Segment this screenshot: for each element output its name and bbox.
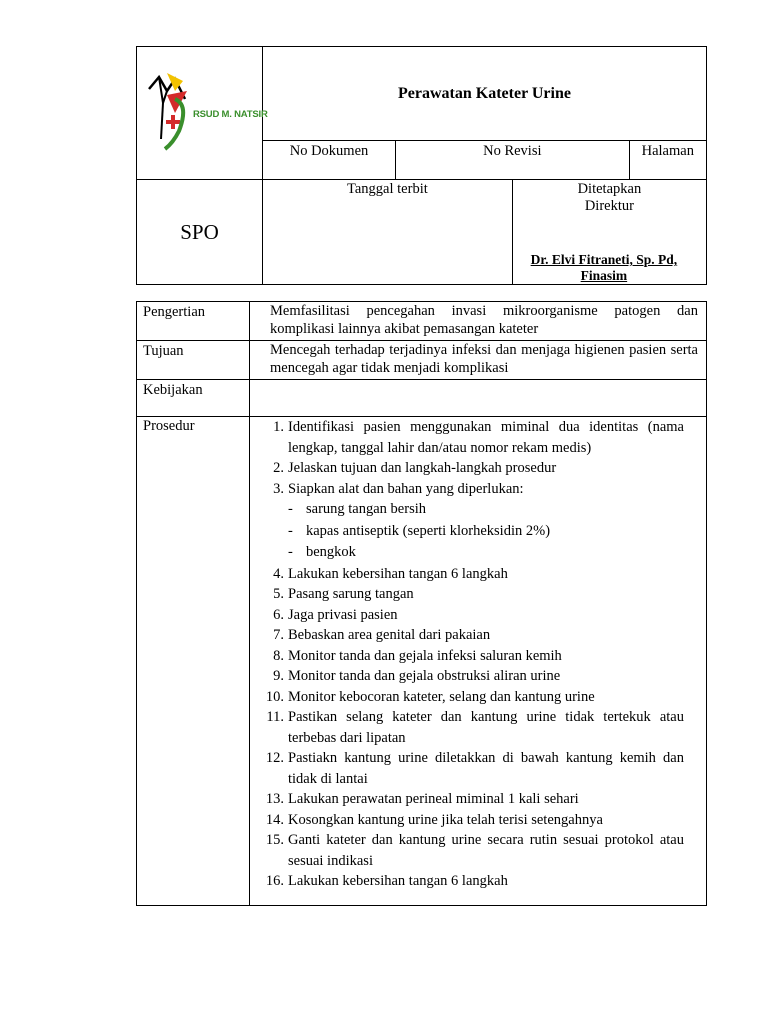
halaman-label: Halaman [629, 141, 706, 180]
prosedur-item-number: 13. [265, 791, 284, 807]
prosedur-item-text: Pastiakn kantung urine diletakkan di bawah kantung kemih dan tidak di lantai [288, 750, 684, 787]
alat-list [288, 499, 684, 564]
alat-item-dash: - [288, 522, 293, 539]
prosedur-item-text: Jaga privasi pasien [288, 606, 398, 623]
prosedur-item-text: Siapkan alat dan bahan yang diperlukan: [288, 480, 524, 497]
prosedur-item-text: Monitor kebocoran kateter, selang dan kantung urine [288, 688, 595, 705]
prosedur-item-number: 16. [265, 873, 284, 889]
prosedur-cell [250, 417, 707, 906]
prosedur-item-number: 11. [266, 709, 284, 725]
prosedur-item-number: 2. [273, 460, 284, 476]
prosedur-item [250, 830, 684, 871]
pengertian-row [137, 302, 707, 341]
document-title: Perawatan Kateter Urine [263, 47, 707, 141]
prosedur-item-text: Identifikasi pasien menggunakan miminal dua identitas (nama lengkap, tanggal lahir dan/atau nomor rekam medis) [288, 419, 684, 456]
header-table [136, 46, 707, 285]
prosedur-item-number: 3. [273, 480, 284, 497]
prosedur-item-text: Lakukan perawatan perineal miminal 1 kali sehari [288, 791, 579, 807]
kebijakan-label: Kebijakan [137, 380, 250, 417]
no-dokumen-label: No Dokumen [263, 141, 396, 180]
direktur-label: Direktur [584, 198, 634, 214]
prosedur-item-text: Bebaskan area genital dari pakaian [288, 627, 491, 643]
tanggal-terbit-label: Tanggal terbit [263, 180, 513, 285]
prosedur-item [250, 810, 684, 831]
prosedur-item-text: Ganti kateter dan kantung urine secara rutin sesuai protokol atau sesuai indikasi [288, 832, 684, 869]
content-table [136, 301, 707, 906]
prosedur-item-text: Monitor tanda dan gejala infeksi saluran kemih [288, 647, 562, 664]
prosedur-item [250, 564, 684, 585]
prosedur-item-number: 8. [273, 647, 284, 664]
prosedur-item [250, 687, 684, 708]
prosedur-item-text: Lakukan kebersihan tangan 6 langkah [288, 565, 508, 582]
prosedur-item-number: 9. [273, 668, 284, 684]
prosedur-item [250, 871, 684, 892]
prosedur-item [250, 417, 684, 458]
tujuan-row [137, 341, 707, 380]
tujuan-text: Mencegah terhadap terjadinya infeksi dan menjaga higienen pasien serta mencegah agar tidak menjadi komplikasi [250, 341, 707, 380]
tujuan-label: Tujuan [137, 341, 250, 380]
prosedur-item-number: 4. [273, 565, 284, 582]
prosedur-item-number: 7. [273, 627, 284, 643]
prosedur-item [250, 666, 684, 687]
prosedur-item-text: Jelaskan tujuan dan langkah-langkah prosedur [288, 460, 557, 476]
spo-label: SPO [137, 180, 263, 285]
prosedur-item-text: Lakukan kebersihan tangan 6 langkah [288, 873, 508, 889]
no-revisi-label: No Revisi [396, 141, 630, 180]
prosedur-item [250, 625, 684, 646]
alat-item-dash: - [288, 501, 293, 517]
logo-cell [137, 47, 268, 180]
prosedur-item-number: 12. [265, 750, 284, 766]
alat-item-text: kapas antiseptik (seperti klorheksidin 2%) [306, 522, 551, 539]
prosedur-item-text: Pastikan selang kateter dan kantung urine tidak tertekuk atau terbebas dari lipatan [288, 709, 684, 746]
prosedur-item [250, 605, 684, 626]
prosedur-item [250, 707, 684, 748]
kebijakan-text [250, 380, 707, 417]
prosedur-item-number: 10. [265, 688, 284, 705]
ditetapkan-cell [512, 180, 706, 285]
prosedur-item [250, 584, 684, 605]
prosedur-item-text: Monitor tanda dan gejala obstruksi aliran urine [288, 668, 561, 684]
prosedur-item-number: 6. [273, 606, 284, 623]
prosedur-item [250, 789, 684, 810]
prosedur-item [250, 748, 684, 789]
prosedur-list [250, 417, 698, 892]
prosedur-item-text: Pasang sarung tangan [288, 586, 414, 602]
alat-item-dash: - [288, 544, 293, 560]
alat-item [288, 542, 684, 564]
alat-item-text: bengkok [306, 544, 356, 560]
prosedur-label: Prosedur [137, 417, 250, 906]
logo-text: RSUD M. NATSIR [193, 109, 268, 120]
alat-item [288, 521, 684, 543]
signer-name: Dr. Elvi Fitraneti, Sp. Pd, Finasim [530, 252, 678, 283]
alat-item-text: sarung tangan bersih [306, 501, 426, 517]
prosedur-item [250, 646, 684, 667]
ditetapkan-label: Ditetapkan [577, 181, 642, 197]
kebijakan-row [137, 380, 707, 417]
prosedur-row [137, 417, 707, 906]
alat-item [288, 499, 684, 521]
prosedur-item [250, 458, 684, 479]
prosedur-item-number: 15. [265, 832, 284, 848]
prosedur-item-number: 5. [273, 586, 284, 602]
prosedur-item-number: 1. [273, 419, 284, 435]
prosedur-item-number: 14. [265, 811, 284, 828]
prosedur-item-text: Kosongkan kantung urine jika telah terisi setengahnya [288, 811, 603, 828]
hospital-logo-icon [145, 69, 195, 165]
pengertian-label: Pengertian [137, 302, 250, 341]
prosedur-item [250, 479, 684, 564]
pengertian-text: Memfasilitasi pencegahan invasi mikroorganisme patogen dan komplikasi lainnya akibat pemasangan kateter [250, 302, 707, 341]
